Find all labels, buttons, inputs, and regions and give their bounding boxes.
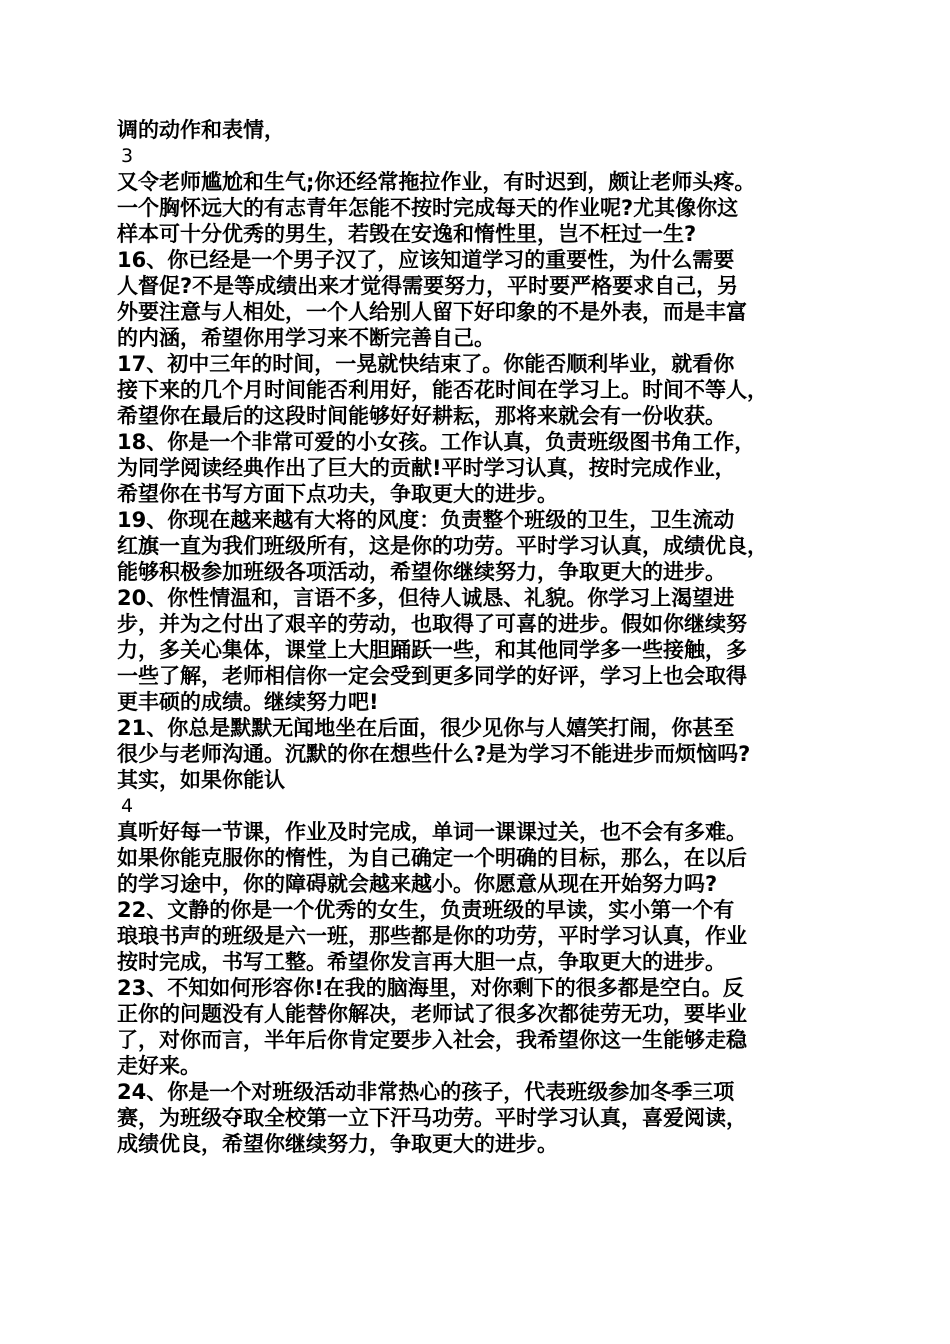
text-line: 外要注意与人相处，一个人给别人留下好印象的不是外表，而是丰富 (117, 300, 747, 324)
text-line: 希望你在最后的这段时间能够好好耕耘，那将来就会有一份收获。 (117, 404, 726, 428)
text-line: 22、文静的你是一个优秀的女生，负责班级的早读，实小第一个有 (117, 898, 735, 922)
text-line: 希望你在书写方面下点功夫，争取更大的进步。 (117, 482, 558, 506)
text-line: 20、你性情温和，言语不多，但待人诚恳、礼貌。你学习上渴望进 (117, 586, 735, 610)
text-line: 21、你总是默默无闻地坐在后面，很少见你与人嬉笑打闹，你甚至 (117, 716, 735, 740)
text-line: 18、你是一个非常可爱的小女孩。工作认真，负责班级图书角工作， (117, 430, 756, 454)
text-line: 琅琅书声的班级是六一班，那些都是你的功劳，平时学习认真，作业 (117, 924, 747, 948)
text-line: 人督促?不是等成绩出来才觉得需要努力，平时要严格要求自己，另 (117, 274, 739, 298)
document-page (117, 117, 845, 1157)
text-line: 成绩优良，希望你继续努力，争取更大的进步。 (117, 1132, 558, 1156)
text-line: 16、你已经是一个男子汉了，应该知道学习的重要性，为什么需要 (117, 248, 735, 272)
text-line: 的学习途中，你的障碍就会越来越小。你愿意从现在开始努力吗? (117, 872, 718, 896)
text-line: 力，多关心集体，课堂上大胆踊跃一些，和其他同学多一些接触，多 (117, 638, 747, 662)
text-line: 如果你能克服你的惰性，为自己确定一个明确的目标，那么，在以后 (117, 846, 747, 870)
text-line: 其实，如果你能认 (117, 768, 285, 792)
text-line: 正你的问题没有人能替你解决，老师试了很多次都徒劳无功，要毕业 (117, 1002, 747, 1026)
text-line: 了，对你而言，半年后你肯定要步入社会，我希望你这一生能够走稳 (117, 1028, 747, 1052)
text-line: 很少与老师沟通。沉默的你在想些什么?是为学习不能进步而烦恼吗? (117, 742, 751, 766)
page-number: 4 (121, 795, 134, 817)
text-line: 的内涵，希望你用学习来不断完善自己。 (117, 326, 495, 350)
text-line: 样本可十分优秀的男生，若毁在安逸和惰性里，岂不枉过一生? (117, 222, 697, 246)
text-line: 一些了解，老师相信你一定会受到更多同学的好评，学习上也会取得 (117, 664, 747, 688)
text-line: 调的动作和表情， (117, 118, 285, 142)
text-line: 又令老师尴尬和生气;你还经常拖拉作业，有时迟到，颇让老师头疼。 (117, 170, 756, 194)
text-line: 赛，为班级夺取全校第一立下汗马功劳。平时学习认真，喜爱阅读， (117, 1106, 747, 1130)
text-line: 红旗一直为我们班级所有，这是你的功劳。平时学习认真，成绩优良， (117, 534, 768, 558)
text-line: 19、你现在越来越有大将的风度：负责整个班级的卫生，卫生流动 (117, 508, 735, 532)
text-line: 走好来。 (117, 1054, 201, 1078)
text-line: 接下来的几个月时间能否利用好，能否花时间在学习上。时间不等人， (117, 378, 768, 402)
text-line: 真听好每一节课，作业及时完成，单词一课课过关，也不会有多难。 (117, 820, 747, 844)
text-line: 24、你是一个对班级活动非常热心的孩子，代表班级参加冬季三项 (117, 1080, 735, 1104)
text-line: 更丰硕的成绩。继续努力吧! (117, 690, 379, 714)
page-number: 3 (121, 145, 134, 167)
text-line: 23、不知如何形容你!在我的脑海里，对你剩下的很多都是空白。反 (117, 976, 744, 1000)
text-line: 按时完成，书写工整。希望你发言再大胆一点，争取更大的进步。 (117, 950, 726, 974)
text-line: 一个胸怀远大的有志青年怎能不按时完成每天的作业呢?尤其像你这 (117, 196, 739, 220)
text-line: 能够积极参加班级各项活动，希望你继续努力，争取更大的进步。 (117, 560, 726, 584)
text-line: 为同学阅读经典作出了巨大的贡献!平时学习认真，按时完成作业， (117, 456, 736, 480)
text-line: 17、初中三年的时间，一晃就快结束了。你能否顺利毕业，就看你 (117, 352, 735, 376)
text-line: 步，并为之付出了艰辛的劳动，也取得了可喜的进步。假如你继续努 (117, 612, 747, 636)
